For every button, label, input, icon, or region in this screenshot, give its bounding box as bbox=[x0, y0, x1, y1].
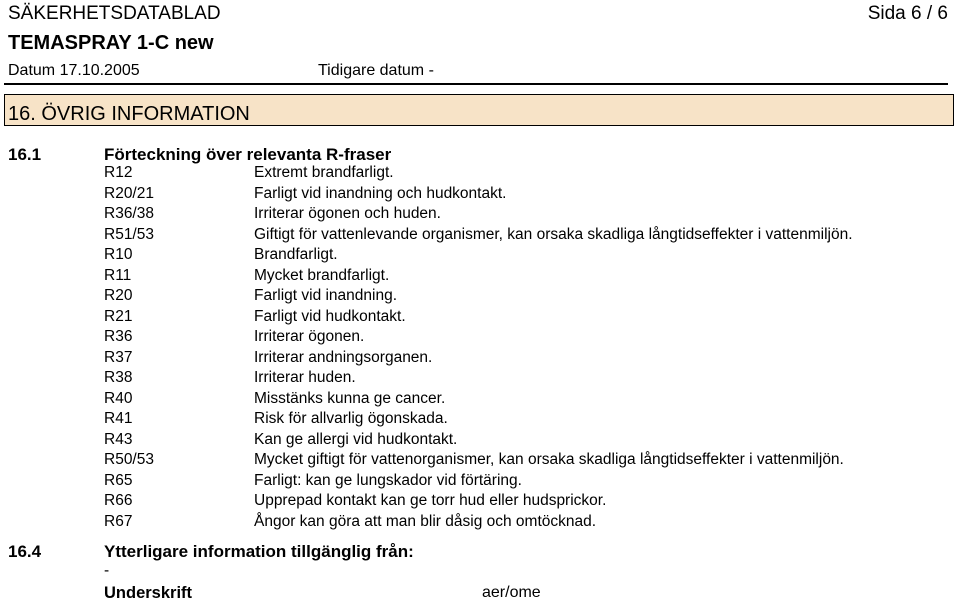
r-phrase-row bbox=[0, 410, 960, 431]
previous-date: Tidigare datum - bbox=[318, 62, 434, 79]
product-name: TEMASPRAY 1-C new bbox=[8, 32, 214, 54]
r-phrase-code: R36 bbox=[104, 328, 133, 345]
r-phrase-row bbox=[0, 349, 960, 370]
r-phrase-text: Farligt: kan ge lungskador vid förtäring. bbox=[254, 471, 522, 489]
r-phrase-text: Misstänks kunna ge cancer. bbox=[254, 389, 446, 407]
subsection-title: Förteckning över relevanta R-fraser bbox=[104, 145, 392, 164]
r-phrase-code: R20/21 bbox=[104, 184, 154, 202]
r-phrase-code: R40 bbox=[104, 389, 133, 407]
r-phrase-code: R21 bbox=[104, 307, 133, 325]
r-phrase-row bbox=[0, 205, 960, 226]
r-phrase-code: R20 bbox=[104, 287, 133, 304]
r-phrase-row bbox=[0, 164, 960, 185]
r-phrase-code: R36/38 bbox=[104, 205, 154, 222]
r-phrase-text: Giftigt för vattenlevande organismer, kan orsaka skadliga långtidseffekter i vattenmiljön. bbox=[254, 225, 853, 243]
r-phrase-code: R37 bbox=[104, 348, 133, 366]
r-phrase-code: R43 bbox=[104, 430, 133, 448]
r-phrase-text: Kan ge allergi vid hudkontakt. bbox=[254, 430, 458, 448]
r-phrase-text: Mycket giftigt för vattenorganismer, kan orsaka skadliga långtidseffekter i vattenmiljön. bbox=[254, 451, 844, 468]
r-phrase-row bbox=[0, 287, 960, 308]
r-phrase-text: Mycket brandfarligt. bbox=[254, 266, 390, 284]
r-phrase-code: R12 bbox=[104, 164, 133, 181]
r-phrase-row bbox=[0, 185, 960, 206]
signature-label: Underskrift bbox=[104, 584, 193, 602]
r-phrase-row bbox=[0, 308, 960, 329]
r-phrase-code: R51/53 bbox=[104, 225, 154, 243]
r-phrase-text: Extremt brandfarligt. bbox=[254, 164, 394, 181]
r-phrase-code: R41 bbox=[104, 410, 133, 427]
r-phrase-row bbox=[0, 451, 960, 472]
r-phrase-row bbox=[0, 431, 960, 452]
r-phrase-text: Risk för allvarlig ögonskada. bbox=[254, 410, 448, 427]
subsection-title: Ytterligare information tillgänglig från: bbox=[104, 542, 414, 561]
r-phrase-code: R65 bbox=[104, 471, 133, 489]
r-phrase-row bbox=[0, 226, 960, 247]
r-phrase-text: Irriterar andningsorganen. bbox=[254, 348, 433, 366]
r-phrase-row bbox=[0, 492, 960, 513]
r-phrase-row bbox=[0, 369, 960, 390]
r-phrase-row bbox=[0, 472, 960, 493]
r-phrase-row bbox=[0, 246, 960, 267]
r-phrase-row bbox=[0, 328, 960, 349]
r-phrase-code: R10 bbox=[104, 246, 133, 263]
document-title: SÄKERHETSDATABLAD bbox=[8, 3, 221, 24]
r-phrase-text: Farligt vid inandning och hudkontakt. bbox=[254, 184, 507, 202]
r-phrase-text: Irriterar huden. bbox=[254, 369, 356, 386]
r-phrase-text: Farligt vid hudkontakt. bbox=[254, 307, 406, 325]
r-phrase-code: R66 bbox=[104, 492, 133, 509]
header-divider bbox=[4, 83, 948, 85]
r-phrase-code: R38 bbox=[104, 369, 133, 386]
signature-value: aer/ome bbox=[482, 584, 541, 601]
r-phrase-text: Brandfarligt. bbox=[254, 246, 338, 263]
r-phrase-code: R11 bbox=[104, 266, 132, 284]
page-number: Sida 6 / 6 bbox=[867, 3, 948, 24]
r-phrase-text: Ångor kan göra att man blir dåsig och omtöcknad. bbox=[254, 512, 597, 530]
r-phrase-row bbox=[0, 267, 960, 288]
r-phrase-text: Farligt vid inandning. bbox=[254, 287, 398, 304]
r-phrase-row bbox=[0, 390, 960, 411]
r-phrase-text: Upprepad kontakt kan ge torr hud eller hudsprickor. bbox=[254, 492, 607, 509]
additional-info-value: - bbox=[104, 562, 110, 579]
r-phrase-code: R67 bbox=[104, 512, 133, 530]
r-phrase-code: R50/53 bbox=[104, 451, 154, 468]
subsection-number: 16.1 bbox=[8, 145, 42, 164]
r-phrase-row bbox=[0, 513, 960, 534]
r-phrase-text: Irriterar ögonen och huden. bbox=[254, 205, 441, 222]
subsection-number: 16.4 bbox=[8, 542, 42, 561]
r-phrase-text: Irriterar ögonen. bbox=[254, 328, 365, 345]
document-date: Datum 17.10.2005 bbox=[8, 62, 140, 79]
section-title: 16. ÖVRIG INFORMATION bbox=[8, 103, 250, 125]
